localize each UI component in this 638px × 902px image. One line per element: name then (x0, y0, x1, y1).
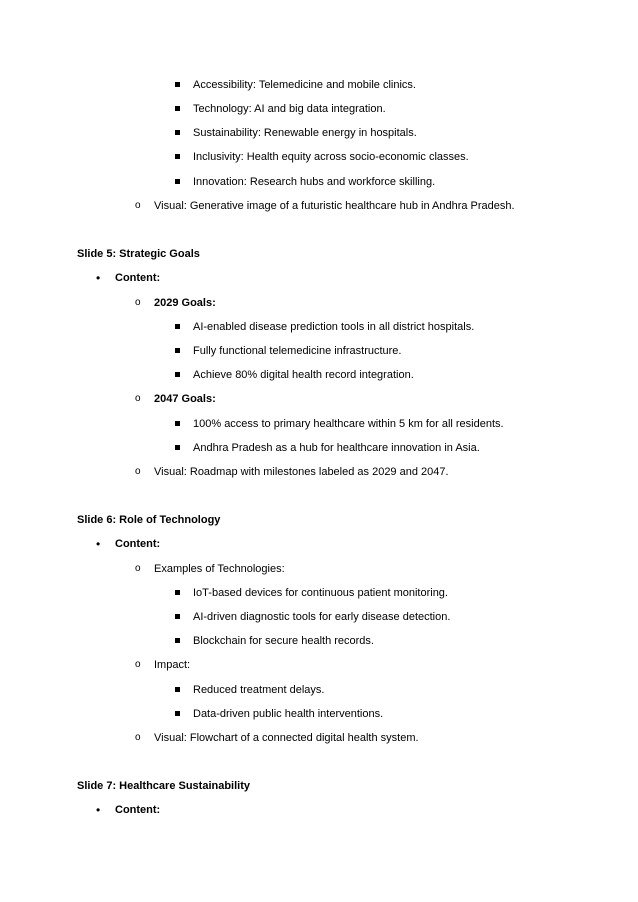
square-bullet-icon (175, 82, 180, 87)
list-item: Fully functional telemedicine infrastructure. (193, 345, 402, 357)
square-bullet-icon (175, 687, 180, 692)
list-item: Sustainability: Renewable energy in hospitals. (193, 127, 417, 139)
square-bullet-icon (175, 590, 180, 595)
impact-label: Impact: (154, 659, 191, 671)
list-item: Technology: AI and big data integration. (193, 103, 386, 115)
examples-label: Examples of Technologies: (154, 563, 285, 575)
circle-bullet-icon: o (135, 297, 141, 308)
circle-bullet-icon: o (135, 732, 141, 743)
content-label: Content: (115, 538, 161, 550)
square-bullet-icon (175, 348, 180, 353)
circle-bullet-icon: o (135, 393, 141, 404)
bullet-dot-icon: • (96, 537, 101, 551)
visual-description: Visual: Generative image of a futuristic healthcare hub in Andhra Pradesh. (154, 200, 515, 212)
list-item: Data-driven public health interventions. (193, 708, 384, 720)
list-item: AI-driven diagnostic tools for early disease detection. (193, 611, 451, 623)
slide-title: Slide 7: Healthcare Sustainability (77, 780, 251, 792)
slide-title: Slide 6: Role of Technology (77, 514, 221, 526)
square-bullet-icon (175, 638, 180, 643)
list-item: Innovation: Research hubs and workforce skilling. (193, 176, 436, 188)
square-bullet-icon (175, 179, 180, 184)
list-item: IoT-based devices for continuous patient monitoring. (193, 587, 448, 599)
square-bullet-icon (175, 445, 180, 450)
square-bullet-icon (175, 372, 180, 377)
circle-bullet-icon: o (135, 466, 141, 477)
goals-2047-label: 2047 Goals: (154, 393, 216, 405)
square-bullet-icon (175, 106, 180, 111)
circle-bullet-icon: o (135, 659, 141, 670)
list-item: Reduced treatment delays. (193, 684, 325, 696)
visual-description: Visual: Roadmap with milestones labeled as 2029 and 2047. (154, 466, 449, 478)
bullet-dot-icon: • (96, 271, 101, 285)
square-bullet-icon (175, 130, 180, 135)
content-label: Content: (115, 804, 161, 816)
bullet-dot-icon: • (96, 803, 101, 817)
list-item: Andhra Pradesh as a hub for healthcare innovation in Asia. (193, 442, 480, 454)
list-item: 100% access to primary healthcare within 5 km for all residents. (193, 418, 504, 430)
goals-2029-label: 2029 Goals: (154, 297, 216, 309)
square-bullet-icon (175, 154, 180, 159)
slide-title: Slide 5: Strategic Goals (77, 248, 200, 260)
list-item: AI-enabled disease prediction tools in all district hospitals. (193, 321, 475, 333)
square-bullet-icon (175, 421, 180, 426)
list-item: Accessibility: Telemedicine and mobile clinics. (193, 79, 416, 91)
list-item: Inclusivity: Health equity across socio-economic classes. (193, 151, 469, 163)
circle-bullet-icon: o (135, 563, 141, 574)
square-bullet-icon (175, 324, 180, 329)
list-item: Achieve 80% digital health record integration. (193, 369, 414, 381)
list-item: Blockchain for secure health records. (193, 635, 374, 647)
square-bullet-icon (175, 711, 180, 716)
circle-bullet-icon: o (135, 200, 141, 211)
content-label: Content: (115, 272, 161, 284)
square-bullet-icon (175, 614, 180, 619)
visual-description: Visual: Flowchart of a connected digital health system. (154, 732, 419, 744)
